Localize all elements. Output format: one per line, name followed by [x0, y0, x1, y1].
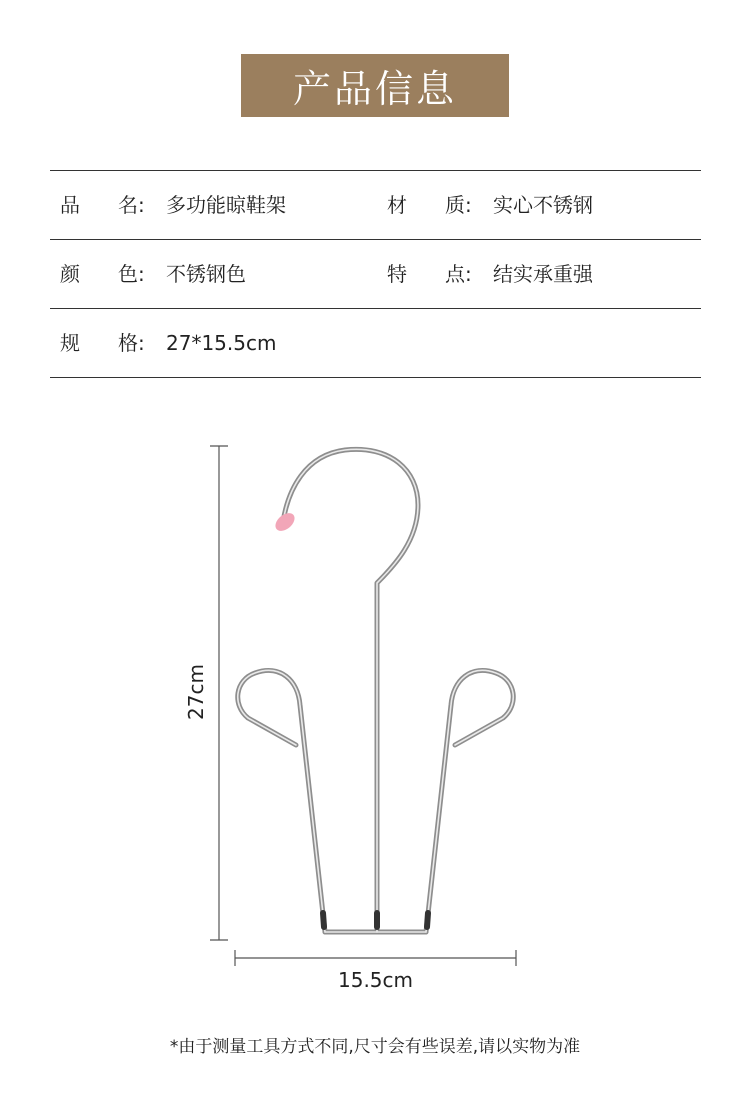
spec-label-char: 材 — [387, 193, 407, 217]
spec-value-material: 实心不锈钢 — [493, 193, 593, 217]
spec-value-color: 不锈钢色 — [166, 262, 246, 286]
width-dimension-label: 15.5cm — [338, 968, 414, 992]
spec-value-name: 多功能晾鞋架 — [166, 193, 286, 217]
spec-value-feature: 结实承重强 — [493, 262, 593, 286]
spec-label-char: 品 — [60, 193, 80, 217]
width-dimension-line — [235, 950, 516, 966]
spec-label-char: 质: — [445, 193, 472, 217]
height-dimension-line — [210, 446, 228, 940]
spec-label-char: 色: — [118, 262, 145, 286]
spec-row — [50, 170, 701, 239]
spec-table — [50, 170, 701, 378]
measurement-disclaimer: *由于测量工具方式不同,尺寸会有些误差,请以实物为准 — [169, 1037, 581, 1057]
spec-label-char: 颜 — [60, 262, 80, 286]
spec-label-char: 格: — [118, 331, 145, 355]
spec-label-char: 特 — [387, 262, 407, 286]
height-dimension-label: 27cm — [184, 664, 208, 720]
spec-label-char: 点: — [445, 262, 472, 286]
spec-value-size: 27*15.5cm — [166, 331, 277, 355]
spec-row — [50, 308, 701, 378]
spec-label-char: 规 — [60, 331, 80, 355]
shoe-rack-drawing — [0, 420, 750, 980]
page-title: 产品信息 — [241, 54, 509, 117]
spec-row — [50, 239, 701, 308]
spec-label-char: 名: — [118, 193, 145, 217]
